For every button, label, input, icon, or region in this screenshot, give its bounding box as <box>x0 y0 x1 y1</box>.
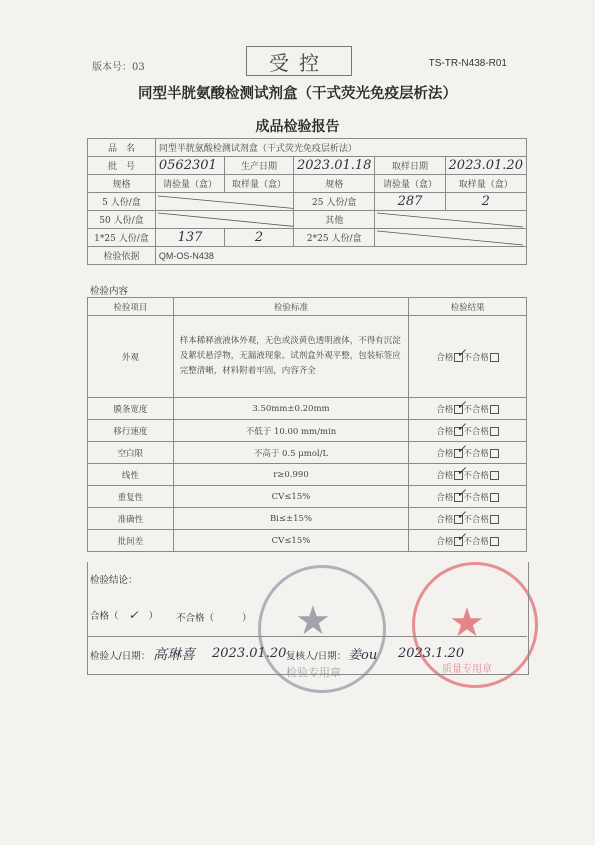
pass-checkbox <box>454 529 467 546</box>
spec-label: 规格 <box>88 175 156 193</box>
inspector-label: 检验人/日期： <box>90 651 151 662</box>
batch-value: 0562301 <box>155 157 224 175</box>
fail-checkbox <box>490 405 499 414</box>
sample-date-value: 2023.01.20 <box>445 157 526 175</box>
strike-cell <box>375 229 527 247</box>
pass-text: 合格 <box>436 448 454 459</box>
section-title: 检验内容 <box>90 286 129 297</box>
strike-line <box>156 193 294 210</box>
fail-checkbox <box>490 493 499 502</box>
fail-checkbox <box>490 515 499 524</box>
inspection-result <box>409 464 527 486</box>
inspection-result <box>409 530 527 552</box>
pass-check-icon: ✓ <box>128 608 139 622</box>
table-row <box>88 229 527 247</box>
fail-text: 不合格 <box>463 536 489 547</box>
strike-line <box>375 211 525 228</box>
stamp-star-icon: ★ <box>295 598 331 644</box>
sample-qty-label: 取样量（盒） <box>225 175 294 193</box>
prod-date-value: 2023.01.18 <box>293 157 374 175</box>
inspection-standard: 样本稀释液液体外观，无色或淡黄色透明液体，不得有沉淀及絮状悬浮物，无漏液现象。试剂盒外观平整，包装标签应完整清晰，材料附着牢固，内容齐全 <box>173 316 408 398</box>
spec-cell: 1*25 人份/盒 <box>88 229 156 247</box>
table-row <box>88 464 527 486</box>
reviewer-label: 复核人/日期： <box>286 651 347 662</box>
quality-stamp-text: 质量专用章 <box>442 664 492 675</box>
basis-value: QM-OS-N438 <box>155 247 526 265</box>
product-value: 同型半胱氨酸检测试剂盒（干式荧光免疫层析法） <box>155 139 526 157</box>
table-row <box>88 139 527 157</box>
inspector-date: 2023.01.20 <box>212 646 287 661</box>
col-result-header: 检验结果 <box>409 298 527 316</box>
strike-cell <box>155 193 293 211</box>
prod-date-label: 生产日期 <box>225 157 294 175</box>
inspection-stamp-text: 检验专用章 <box>286 666 341 679</box>
table-row <box>88 398 527 420</box>
fail-checkbox <box>490 537 499 546</box>
pass-text: 合格 <box>436 536 454 547</box>
inspection-table <box>87 297 527 552</box>
pass-text: 合格 <box>436 514 454 525</box>
fail-checkbox <box>490 353 499 362</box>
inspection-result <box>409 398 527 420</box>
inspection-standard: CV≤15% <box>173 530 408 552</box>
check-mark-icon: ✓ <box>456 529 467 544</box>
table-row <box>88 211 527 229</box>
inspection-item: 准确性 <box>88 508 174 530</box>
check-mark-icon: ✓ <box>456 507 467 522</box>
pass-checkbox <box>454 397 467 414</box>
inspection-standard: 3.50mm±0.20mm <box>173 398 408 420</box>
fail-text: 不合格 <box>463 404 489 415</box>
sample-value: 2 <box>445 193 526 211</box>
fail-close: ） <box>242 613 252 624</box>
col-standard-header: 检验标准 <box>173 298 408 316</box>
pass-text: 合格 <box>436 352 454 363</box>
qty-value: 137 <box>155 229 224 247</box>
version-label: 版本号：03 <box>92 62 145 73</box>
report-title: 同型半胱氨酸检测试剂盒（干式荧光免疫层析法） <box>138 85 457 102</box>
table-row <box>88 316 527 398</box>
spec-cell: 25 人份/盒 <box>293 193 374 211</box>
fail-checkbox <box>490 471 499 480</box>
pass-text: 合格 <box>436 426 454 437</box>
table-header-row <box>88 298 527 316</box>
inspection-item: 外观 <box>88 316 174 398</box>
strike-line <box>156 211 294 228</box>
reviewer-signature: 姜ou <box>348 648 378 663</box>
product-label: 品 名 <box>88 139 156 157</box>
table-row <box>88 175 527 193</box>
inspector-signature: 高琳喜 <box>153 647 195 663</box>
basis-label: 检验依据 <box>88 247 156 265</box>
inspection-standard: r≥0.990 <box>173 464 408 486</box>
pass-checkbox <box>454 419 467 436</box>
fail-checkbox <box>490 449 499 458</box>
fail-text: 不合格 <box>463 514 489 525</box>
pass-close: ） <box>148 611 159 622</box>
qty-label-right: 请验量（盒） <box>375 175 445 193</box>
divider <box>87 636 527 637</box>
batch-label: 批 号 <box>88 157 156 175</box>
inspection-item: 线性 <box>88 464 174 486</box>
table-row <box>88 486 527 508</box>
check-mark-icon: ✓ <box>456 463 467 478</box>
table-row <box>88 508 527 530</box>
table-row <box>88 193 527 211</box>
fail-option <box>176 610 252 624</box>
fail-text: 不合格 <box>463 352 489 363</box>
stamp-star-icon: ★ <box>449 600 485 646</box>
check-mark-icon: ✓ <box>456 345 467 360</box>
check-mark-icon: ✓ <box>456 419 467 434</box>
inspection-result <box>409 508 527 530</box>
pass-text: 合格 <box>436 470 454 481</box>
strike-cell <box>375 211 527 229</box>
qty-value: 287 <box>375 193 445 211</box>
sample-qty-label-right: 取样量（盒） <box>445 175 526 193</box>
check-mark-icon: ✓ <box>456 485 467 500</box>
inspection-item: 移行速度 <box>88 420 174 442</box>
inspection-result <box>409 442 527 464</box>
pass-checkbox <box>454 463 467 480</box>
inspection-standard: CV≤15% <box>173 486 408 508</box>
fail-text: 不合格 <box>463 448 489 459</box>
inspection-result <box>409 420 527 442</box>
info-table <box>87 138 527 265</box>
fail-text: 不合格 <box>463 492 489 503</box>
qty-label: 请验量（盒） <box>155 175 224 193</box>
conclusion-label: 检验结论： <box>90 575 138 586</box>
pass-text: 合格 <box>436 492 454 503</box>
inspection-result <box>409 316 527 398</box>
check-mark-icon: ✓ <box>456 441 467 456</box>
inspection-rows <box>88 316 527 552</box>
pass-option <box>90 608 158 622</box>
inspection-result <box>409 486 527 508</box>
inspection-standard: 不低于 10.00 mm/min <box>173 420 408 442</box>
pass-checkbox <box>454 485 467 502</box>
table-row <box>88 420 527 442</box>
inspection-item: 膜条宽度 <box>88 398 174 420</box>
sample-value: 2 <box>225 229 294 247</box>
inspection-standard: 不高于 0.5 μmol/L <box>173 442 408 464</box>
pass-label: 合格（ <box>90 611 119 622</box>
col-item-header: 检验项目 <box>88 298 174 316</box>
strike-line <box>375 229 525 246</box>
table-row <box>88 157 527 175</box>
fail-label: 不合格（ <box>176 613 215 624</box>
inspection-item: 空白限 <box>88 442 174 464</box>
pass-checkbox <box>454 441 467 458</box>
sample-date-label: 取样日期 <box>375 157 445 175</box>
fail-checkbox <box>490 427 499 436</box>
reviewer-date: 2023.1.20 <box>398 646 465 661</box>
controlled-stamp: 受控 <box>246 46 352 76</box>
pass-checkbox <box>454 345 467 362</box>
pass-checkbox <box>454 507 467 524</box>
table-row <box>88 442 527 464</box>
report-subtitle: 成品检验报告 <box>255 119 340 135</box>
inspection-item: 重复性 <box>88 486 174 508</box>
inspection-item: 批间差 <box>88 530 174 552</box>
document-number: TS-TR-N438-R01 <box>428 58 507 69</box>
spec-cell: 5 人份/盒 <box>88 193 156 211</box>
check-mark-icon: ✓ <box>456 397 467 412</box>
spec-cell: 50 人份/盒 <box>88 211 156 229</box>
spec-cell: 其他 <box>293 211 374 229</box>
table-row <box>88 530 527 552</box>
spec-cell: 2*25 人份/盒 <box>293 229 374 247</box>
spec-label-right: 规格 <box>293 175 374 193</box>
table-row <box>88 247 527 265</box>
inspection-standard: Bi≤±15% <box>173 508 408 530</box>
pass-text: 合格 <box>436 404 454 415</box>
fail-text: 不合格 <box>463 426 489 437</box>
fail-text: 不合格 <box>463 470 489 481</box>
strike-cell <box>155 211 293 229</box>
